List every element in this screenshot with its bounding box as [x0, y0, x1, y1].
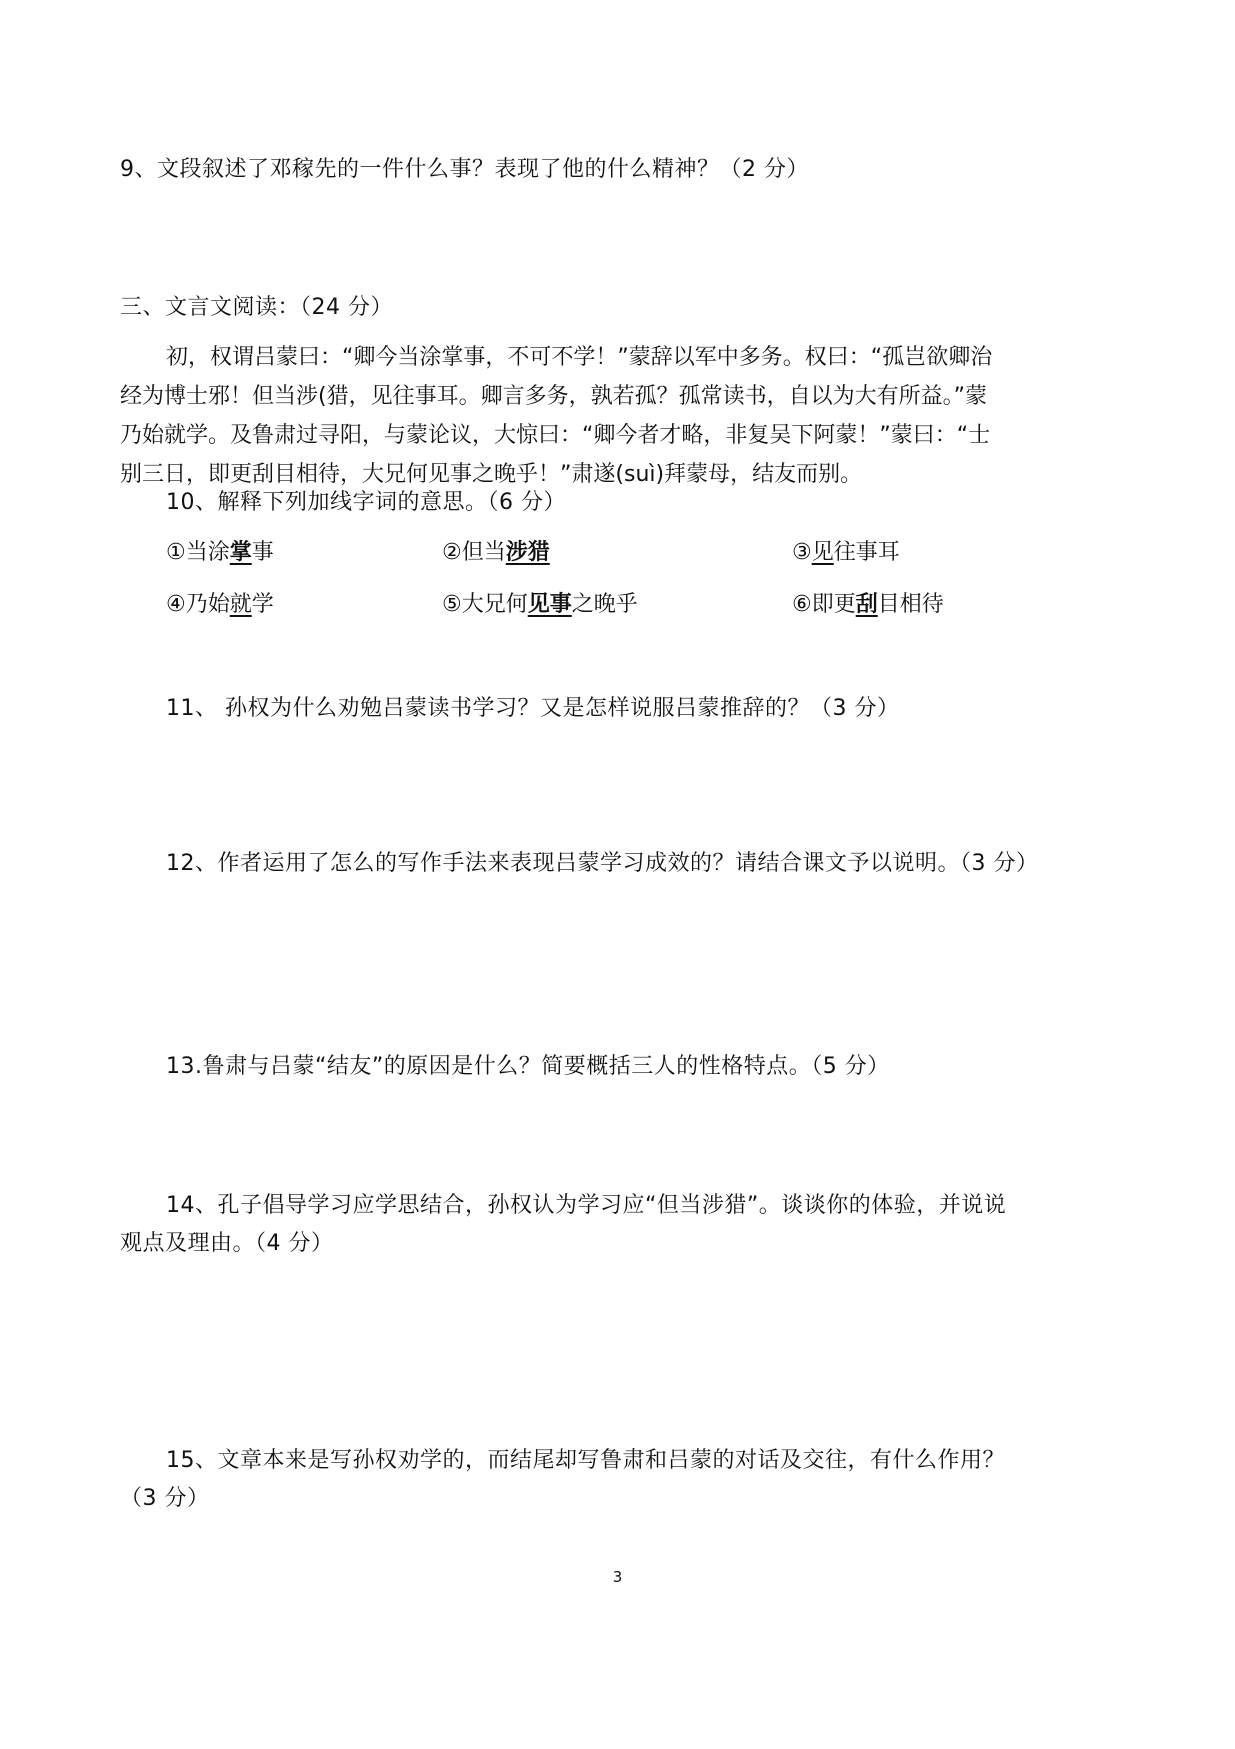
- vocab-item-3-prefix: ③: [792, 540, 812, 565]
- vocab-item-4-suffix: 学: [251, 592, 274, 617]
- classical-passage: [120, 338, 1120, 494]
- passage-line-3: 乃始就学。及鲁肃过寻阳，与蒙论议，大惊曰：“卿今者才略，非复吴下阿蒙！”蒙曰：“士: [120, 423, 991, 448]
- passage-line-1: 初，权谓吕蒙曰：“卿今当涂掌事，不可不学！”蒙辞以军中多务。权曰：“孤岂欲卿治: [166, 345, 993, 370]
- vocab-item-6-suffix: 目相待: [877, 592, 944, 617]
- vocab-item-5-suffix: 之晚乎: [571, 592, 638, 617]
- vocab-item-4-prefix: ④乃始: [166, 592, 230, 617]
- section-3-title: 三、文言文阅读：（24 分）: [120, 295, 393, 320]
- vocab-item-3: [792, 538, 900, 568]
- vocab-item-4-keyword: 就: [229, 592, 252, 617]
- question-14-line-1: 14、孔子倡导学习应学思结合，孙权认为学习应“但当涉猎”。谈谈你的体验，并说说: [166, 1193, 1007, 1218]
- question-12: 12、作者运用了怎么的写作手法来表现吕蒙学习成效的？请结合课文予以说明。（3 分）: [166, 851, 1039, 876]
- vocab-item-1-prefix: ①当涂: [166, 540, 230, 565]
- vocab-item-4: [166, 590, 274, 620]
- question-15-line-1: 15、文章本来是写孙权劝学的，而结尾却写鲁肃和吕蒙的对话及交往，有什么作用？: [166, 1448, 1005, 1473]
- vocab-item-6-keyword: 刮: [855, 592, 878, 617]
- vocab-item-5-prefix: ⑤大兄何: [442, 592, 528, 617]
- passage-line-4: 别三日，即更刮目相待，大兄何见事之晚乎！”肃遂(suì)拜蒙母，结友而别。: [120, 462, 863, 487]
- vocab-item-5-keyword: 见事: [527, 592, 572, 617]
- question-10: 10、解释下列加线字词的意思。（6 分）: [166, 490, 566, 515]
- page-number: 3: [612, 1568, 623, 1586]
- vocab-item-1-keyword: 掌: [229, 540, 252, 565]
- passage-line-2: 经为博士邪！但当涉(猎，见往事耳。卿言多务，孰若孤？孤常读书，自以为大有所益。”蒙: [120, 384, 987, 409]
- vocab-item-2: [442, 538, 550, 568]
- vocab-item-1: [166, 538, 274, 568]
- question-9: 9、文段叙述了邓稼先的一件什么事？表现了他的什么精神？（2 分）: [120, 157, 809, 182]
- vocab-item-3-suffix: 往事耳: [833, 540, 900, 565]
- question-15-line-2: （3 分）: [120, 1486, 210, 1511]
- question-13: 13.鲁肃与吕蒙“结友”的原因是什么？简要概括三人的性格特点。（5 分）: [166, 1054, 890, 1079]
- vocab-item-6: [792, 590, 944, 620]
- vocab-item-2-keyword: 涉猎: [505, 540, 550, 565]
- question-14-line-2: 观点及理由。（4 分）: [120, 1231, 334, 1256]
- vocab-item-3-keyword: 见: [811, 540, 834, 565]
- vocab-item-6-prefix: ⑥即更: [792, 592, 856, 617]
- vocab-item-5: [442, 590, 638, 620]
- vocab-item-2-prefix: ②但当: [442, 540, 506, 565]
- question-11: 11、 孙权为什么劝勉吕蒙读书学习？又是怎样说服吕蒙推辞的？（3 分）: [166, 696, 900, 721]
- vocab-item-1-suffix: 事: [251, 540, 274, 565]
